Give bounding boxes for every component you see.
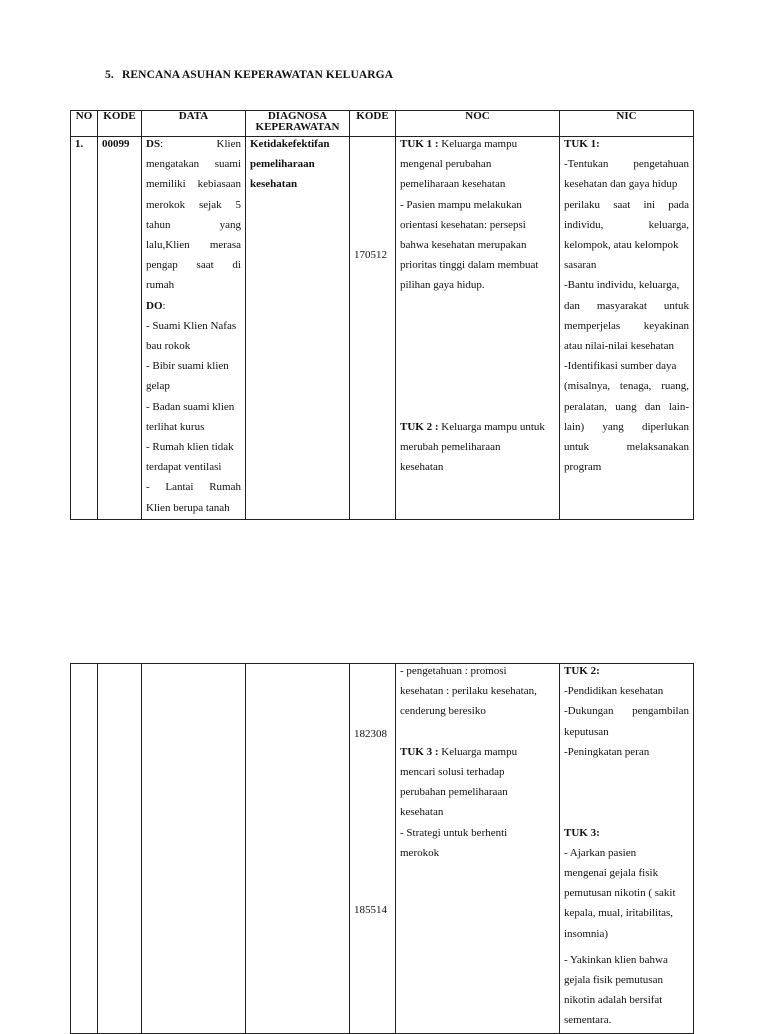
diagnosis-code: 00099 (102, 138, 130, 150)
header-data: DATA (142, 111, 246, 137)
noc-code: 182308 (354, 728, 387, 740)
noc-line: perubahan pemeliharaan (400, 786, 508, 799)
nic-content (560, 661, 693, 1031)
nic-line: memperjelas keyakinan (564, 319, 689, 332)
cell-no (71, 664, 98, 1034)
header-noc: NOC (396, 111, 560, 137)
noc-line: prioritas tinggi dalam membuat (400, 259, 539, 272)
noc-content (396, 134, 559, 477)
nic-line: mengenai gejala fisik (564, 866, 659, 879)
do-label: DO (146, 299, 163, 312)
data-line: terdapat ventilasi (146, 461, 222, 474)
nic-line: dan masyarakat untuk (564, 299, 689, 312)
data-line: memiliki kebiasaan (146, 178, 241, 191)
nic-line: -Peningkatan peran (564, 745, 650, 758)
noc-line: - Strategi untuk berhenti (400, 826, 508, 839)
noc-line: mengenal perubahan (400, 158, 492, 171)
header-diagnosa-line2: KEPERAWATAN (255, 121, 340, 133)
nic-line: pemutusan nikotin ( sakit (564, 887, 676, 900)
section-number: 5. (105, 69, 114, 81)
noc-tuk1-label: TUK 1 : (400, 138, 439, 150)
data-line: - Badan suami klien (146, 400, 235, 413)
noc-line: bahwa kesehatan merupakan (400, 239, 527, 252)
data-line: mengatakan suami (146, 158, 241, 171)
cell-nic (560, 664, 694, 1034)
noc-tuk2-text: Keluarga mampu untuk (438, 420, 545, 433)
nic-line: program (564, 461, 602, 474)
cell-noc (396, 137, 560, 520)
cell-data (142, 664, 246, 1034)
noc-tuk2-label: TUK 2 : (400, 420, 439, 433)
nic-line: -Pendidikan kesehatan (564, 685, 664, 698)
cell-diagnosa (246, 664, 350, 1034)
noc-tuk3-label: TUK 3 : (400, 745, 439, 758)
data-line: merokok sejak 5 (146, 198, 241, 211)
table-header-row (71, 111, 694, 137)
do-colon: : (162, 299, 166, 312)
nic-line: -Dukungan pengambilan (564, 705, 689, 718)
data-line: rumah (146, 279, 175, 292)
header-diagnosa (246, 111, 350, 137)
ds-label: DS (146, 138, 161, 150)
section-title: RENCANA ASUHAN KEPERAWATAN KELUARGA (122, 69, 394, 81)
header-kode-2: KODE (350, 111, 396, 137)
cell-no (71, 137, 98, 520)
cell-data (142, 137, 246, 520)
section-heading (105, 69, 393, 81)
nic-line: kelompok, atau kelompok (564, 239, 679, 252)
noc-line: - Pasien mampu melakukan (400, 198, 522, 211)
care-plan-table-1 (70, 110, 694, 520)
table-row (71, 137, 694, 520)
header-nic: NIC (560, 111, 694, 137)
nic-tuk3-label: TUK 3: (564, 826, 600, 839)
nic-line: lain) yang diperlukan (564, 420, 689, 433)
nic-line: -Bantu individu, keluarga, (564, 279, 680, 292)
noc-line: pilihan gaya hidup. (400, 279, 485, 292)
cell-noc (396, 664, 560, 1034)
nic-line: kesehatan dan gaya hidup (564, 178, 678, 191)
care-plan-table-2 (70, 663, 694, 1034)
noc-line: kesehatan : perilaku kesehatan, (400, 685, 537, 698)
nic-content (560, 134, 693, 477)
data-line: Klien berupa tanah (146, 501, 230, 514)
table-row (71, 664, 694, 1034)
row-number: 1. (75, 138, 84, 150)
ds-line1: : Klien (160, 138, 241, 150)
noc-line: mencari solusi terhadap (400, 766, 505, 778)
cell-kode (98, 664, 142, 1034)
nic-line: nikotin adalah bersifat (564, 994, 663, 1007)
data-line: lalu,Klien merasa (146, 239, 241, 252)
header-no: NO (71, 111, 98, 137)
noc-content (396, 661, 559, 863)
nic-line: sementara. (564, 1014, 612, 1027)
diagnosis-line: kesehatan (250, 178, 298, 191)
nic-line: untuk melaksanakan (564, 441, 689, 454)
header-diagnosa-line1: DIAGNOSA (267, 110, 328, 122)
noc-code: 170512 (354, 249, 387, 261)
nic-line: perilaku saat ini pada (564, 198, 689, 211)
nic-line: insomnia) (564, 927, 608, 940)
data-line: gelap (146, 380, 170, 393)
nic-line: (misalnya, tenaga, ruang, (564, 380, 689, 393)
data-line: tahun yang (146, 218, 241, 231)
cell-kode-noc (350, 664, 396, 1034)
assessment-data (142, 134, 245, 518)
noc-line: merokok (400, 846, 440, 859)
cell-kode (98, 137, 142, 520)
nic-line: gejala fisik pemutusan (564, 974, 663, 986)
data-line: pengap saat di (146, 259, 241, 272)
cell-diagnosa (246, 137, 350, 520)
diagnosis-line: pemeliharaan (250, 158, 315, 171)
noc-tuk3-text: Keluarga mampu (438, 745, 518, 758)
data-line: - Suami Klien Nafas (146, 319, 237, 332)
cell-nic (560, 137, 694, 520)
nic-line: sasaran (564, 259, 597, 272)
noc-line: merubah pemeliharaan (400, 440, 501, 453)
nic-line: peralatan, uang dan lain- (564, 400, 689, 413)
noc-line: - pengetahuan : promosi (400, 665, 507, 677)
nic-line: -Tentukan pengetahuan (564, 158, 689, 171)
data-line: bau rokok (146, 340, 191, 353)
noc-code: 185514 (354, 904, 387, 916)
noc-line: orientasi kesehatan: persepsi (400, 218, 526, 231)
diagnosis-line: Ketidakefektifan (250, 138, 330, 150)
nic-tuk1-label: TUK 1: (564, 138, 600, 150)
data-line: - Rumah klien tidak (146, 441, 234, 454)
nic-line: kepala, mual, iritabilitas, (564, 907, 674, 920)
noc-line: kesehatan (400, 806, 444, 819)
nic-line: atau nilai-nilai kesehatan (564, 340, 674, 353)
nic-line: - Yakinkan klien bahwa (564, 953, 668, 966)
nic-tuk2-label: TUK 2: (564, 665, 600, 677)
nic-line: keputusan (564, 725, 609, 738)
cell-kode-noc (350, 137, 396, 520)
nic-line: -Identifikasi sumber daya (564, 360, 677, 373)
noc-tuk1-text: Keluarga mampu (438, 138, 518, 150)
header-kode: KODE (98, 111, 142, 137)
noc-line: cenderung beresiko (400, 705, 486, 718)
data-line: - Bibir suami klien (146, 360, 229, 373)
nursing-diagnosis (246, 134, 349, 195)
noc-line: kesehatan (400, 461, 444, 474)
noc-line: pemeliharaan kesehatan (400, 178, 506, 191)
nic-line: individu, keluarga, (564, 218, 689, 231)
data-line: terlihat kurus (146, 420, 205, 433)
data-line: - Lantai Rumah (146, 481, 241, 494)
nic-line: - Ajarkan pasien (564, 846, 637, 859)
